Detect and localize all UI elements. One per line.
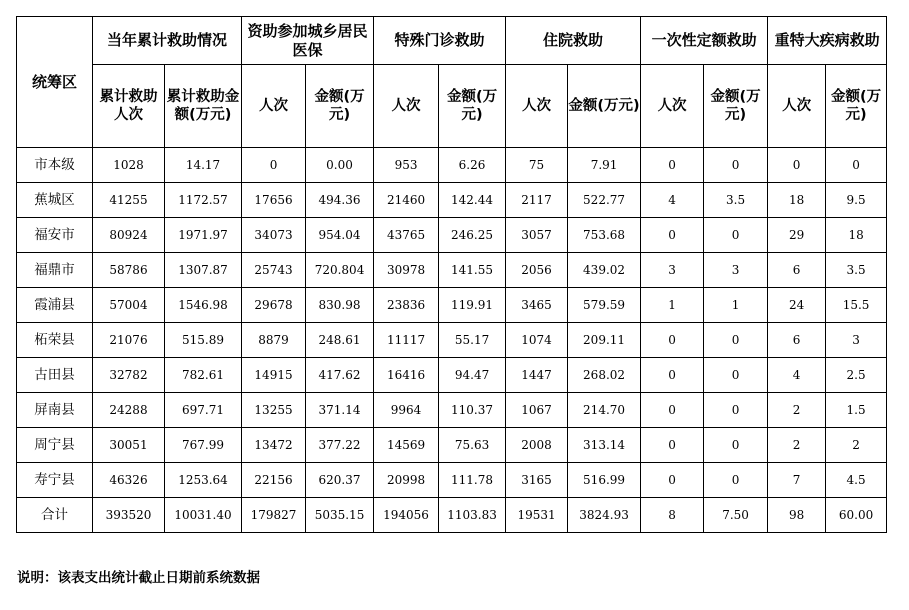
data-cell: 3057 [506,218,568,253]
data-cell: 110.37 [439,393,506,428]
data-cell: 1307.87 [165,253,242,288]
data-cell: 0 [768,148,826,183]
data-cell: 24288 [93,393,165,428]
data-cell: 767.99 [165,428,242,463]
data-cell: 0 [641,428,704,463]
data-cell: 80924 [93,218,165,253]
data-cell: 516.99 [568,463,641,498]
data-cell: 0 [704,428,768,463]
group-header-cumulative: 当年累计救助情况 [93,17,242,65]
data-cell: 439.02 [568,253,641,288]
data-cell: 1103.83 [439,498,506,533]
data-cell: 18 [826,218,887,253]
data-cell: 953 [374,148,439,183]
data-cell: 7.91 [568,148,641,183]
data-cell: 0 [704,358,768,393]
data-cell: 179827 [242,498,306,533]
data-cell: 16416 [374,358,439,393]
data-cell: 6.26 [439,148,506,183]
data-cell: 393520 [93,498,165,533]
data-cell: 0 [641,323,704,358]
data-cell: 1172.57 [165,183,242,218]
group-header-major-disease: 重特大疾病救助 [768,17,887,65]
data-cell: 29 [768,218,826,253]
data-cell: 0 [704,463,768,498]
data-cell: 313.14 [568,428,641,463]
group-header-special-outpatient: 特殊门诊救助 [374,17,506,65]
data-cell: 3 [826,323,887,358]
district-name-cell: 合计 [17,498,93,533]
data-cell: 25743 [242,253,306,288]
data-cell: 14569 [374,428,439,463]
data-cell: 0 [641,148,704,183]
data-cell: 22156 [242,463,306,498]
data-cell: 5035.15 [306,498,374,533]
data-cell: 2 [826,428,887,463]
data-cell: 141.55 [439,253,506,288]
data-cell: 10031.40 [165,498,242,533]
group-header-hospitalization: 住院救助 [506,17,641,65]
data-cell: 15.5 [826,288,887,323]
data-cell: 30978 [374,253,439,288]
data-cell: 371.14 [306,393,374,428]
table-row [17,428,887,463]
data-cell: 1447 [506,358,568,393]
data-cell: 14.17 [165,148,242,183]
data-cell: 417.62 [306,358,374,393]
data-cell: 3.5 [826,253,887,288]
data-cell: 697.71 [165,393,242,428]
data-cell: 377.22 [306,428,374,463]
data-cell: 111.78 [439,463,506,498]
data-cell: 830.98 [306,288,374,323]
data-cell: 2 [768,393,826,428]
district-name-cell: 寿宁县 [17,463,93,498]
district-name-cell: 屏南县 [17,393,93,428]
district-name-cell: 福鼎市 [17,253,93,288]
data-cell: 2008 [506,428,568,463]
data-cell: 0 [641,358,704,393]
data-cell: 0 [826,148,887,183]
data-cell: 13255 [242,393,306,428]
data-cell: 34073 [242,218,306,253]
data-cell: 29678 [242,288,306,323]
data-cell: 41255 [93,183,165,218]
header-row-subcolumns [17,65,887,148]
data-cell: 11117 [374,323,439,358]
data-cell: 9.5 [826,183,887,218]
data-cell: 1074 [506,323,568,358]
data-cell: 0 [704,218,768,253]
data-cell: 2 [768,428,826,463]
data-cell: 17656 [242,183,306,218]
data-cell: 954.04 [306,218,374,253]
data-cell: 515.89 [165,323,242,358]
table-row [17,148,887,183]
subheader-count: 人次 [768,65,826,148]
data-cell: 1 [704,288,768,323]
table-row [17,288,887,323]
table-row [17,463,887,498]
district-name-cell: 福安市 [17,218,93,253]
data-cell: 209.11 [568,323,641,358]
subheader-amount: 金额(万元) [704,65,768,148]
data-cell: 3 [641,253,704,288]
table-row [17,183,887,218]
data-cell: 8 [641,498,704,533]
data-cell: 720.804 [306,253,374,288]
subheader-amount: 金额(万元) [826,65,887,148]
district-name-cell: 市本级 [17,148,93,183]
data-cell: 0 [641,218,704,253]
data-cell: 3465 [506,288,568,323]
data-cell: 75.63 [439,428,506,463]
data-cell: 6 [768,253,826,288]
data-cell: 57004 [93,288,165,323]
data-cell: 0 [704,393,768,428]
district-name-cell: 霞浦县 [17,288,93,323]
district-name-cell: 蕉城区 [17,183,93,218]
data-cell: 24 [768,288,826,323]
data-cell: 2056 [506,253,568,288]
table-note: 说明：该表支出统计截止日期前系统数据 [17,570,260,586]
data-cell: 60.00 [826,498,887,533]
table-row [17,253,887,288]
data-cell: 1546.98 [165,288,242,323]
data-cell: 0 [704,148,768,183]
district-name-cell: 周宁县 [17,428,93,463]
header-row-groups [17,17,887,65]
data-cell: 23836 [374,288,439,323]
data-cell: 579.59 [568,288,641,323]
data-cell: 43765 [374,218,439,253]
subheader-count: 人次 [242,65,306,148]
data-cell: 248.61 [306,323,374,358]
data-cell: 4.5 [826,463,887,498]
subheader-total-amount: 累计救助金额(万元) [165,65,242,148]
data-cell: 0 [704,323,768,358]
data-cell: 7 [768,463,826,498]
data-cell: 214.70 [568,393,641,428]
data-cell: 0.00 [306,148,374,183]
data-cell: 1971.97 [165,218,242,253]
table-row [17,393,887,428]
table-body [17,148,887,533]
data-cell: 0 [641,463,704,498]
data-cell: 1 [641,288,704,323]
data-cell: 3165 [506,463,568,498]
subheader-amount: 金额(万元) [306,65,374,148]
data-cell: 753.68 [568,218,641,253]
data-cell: 0 [641,393,704,428]
data-cell: 19531 [506,498,568,533]
group-header-one-time-fixed: 一次性定额救助 [641,17,768,65]
data-cell: 58786 [93,253,165,288]
data-cell: 3 [704,253,768,288]
data-cell: 3824.93 [568,498,641,533]
data-cell: 2117 [506,183,568,218]
data-cell: 0 [242,148,306,183]
data-cell: 246.25 [439,218,506,253]
district-header: 统筹区 [17,17,93,148]
data-cell: 4 [768,358,826,393]
data-cell: 30051 [93,428,165,463]
data-cell: 13472 [242,428,306,463]
data-cell: 46326 [93,463,165,498]
data-cell: 21460 [374,183,439,218]
relief-statistics-table [16,16,887,533]
data-cell: 1067 [506,393,568,428]
data-cell: 55.17 [439,323,506,358]
data-cell: 620.37 [306,463,374,498]
data-cell: 1253.64 [165,463,242,498]
data-cell: 782.61 [165,358,242,393]
group-header-insurance-subsidy: 资助参加城乡居民医保 [242,17,374,65]
data-cell: 6 [768,323,826,358]
data-cell: 98 [768,498,826,533]
data-cell: 32782 [93,358,165,393]
data-cell: 4 [641,183,704,218]
table-row [17,498,887,533]
data-cell: 7.50 [704,498,768,533]
subheader-count: 人次 [641,65,704,148]
data-cell: 94.47 [439,358,506,393]
data-cell: 21076 [93,323,165,358]
data-cell: 18 [768,183,826,218]
data-cell: 1.5 [826,393,887,428]
data-cell: 2.5 [826,358,887,393]
data-cell: 75 [506,148,568,183]
district-name-cell: 古田县 [17,358,93,393]
data-cell: 142.44 [439,183,506,218]
table-row [17,218,887,253]
data-cell: 494.36 [306,183,374,218]
data-cell: 119.91 [439,288,506,323]
table-row [17,323,887,358]
data-cell: 3.5 [704,183,768,218]
district-name-cell: 柘荣县 [17,323,93,358]
data-cell: 9964 [374,393,439,428]
data-cell: 1028 [93,148,165,183]
subheader-amount: 金额(万元) [439,65,506,148]
data-cell: 20998 [374,463,439,498]
data-cell: 8879 [242,323,306,358]
subheader-count: 人次 [374,65,439,148]
data-cell: 522.77 [568,183,641,218]
table-row [17,358,887,393]
subheader-total-count: 累计救助人次 [93,65,165,148]
subheader-amount: 金额(万元) [568,65,641,148]
data-cell: 194056 [374,498,439,533]
data-cell: 14915 [242,358,306,393]
subheader-count: 人次 [506,65,568,148]
data-cell: 268.02 [568,358,641,393]
